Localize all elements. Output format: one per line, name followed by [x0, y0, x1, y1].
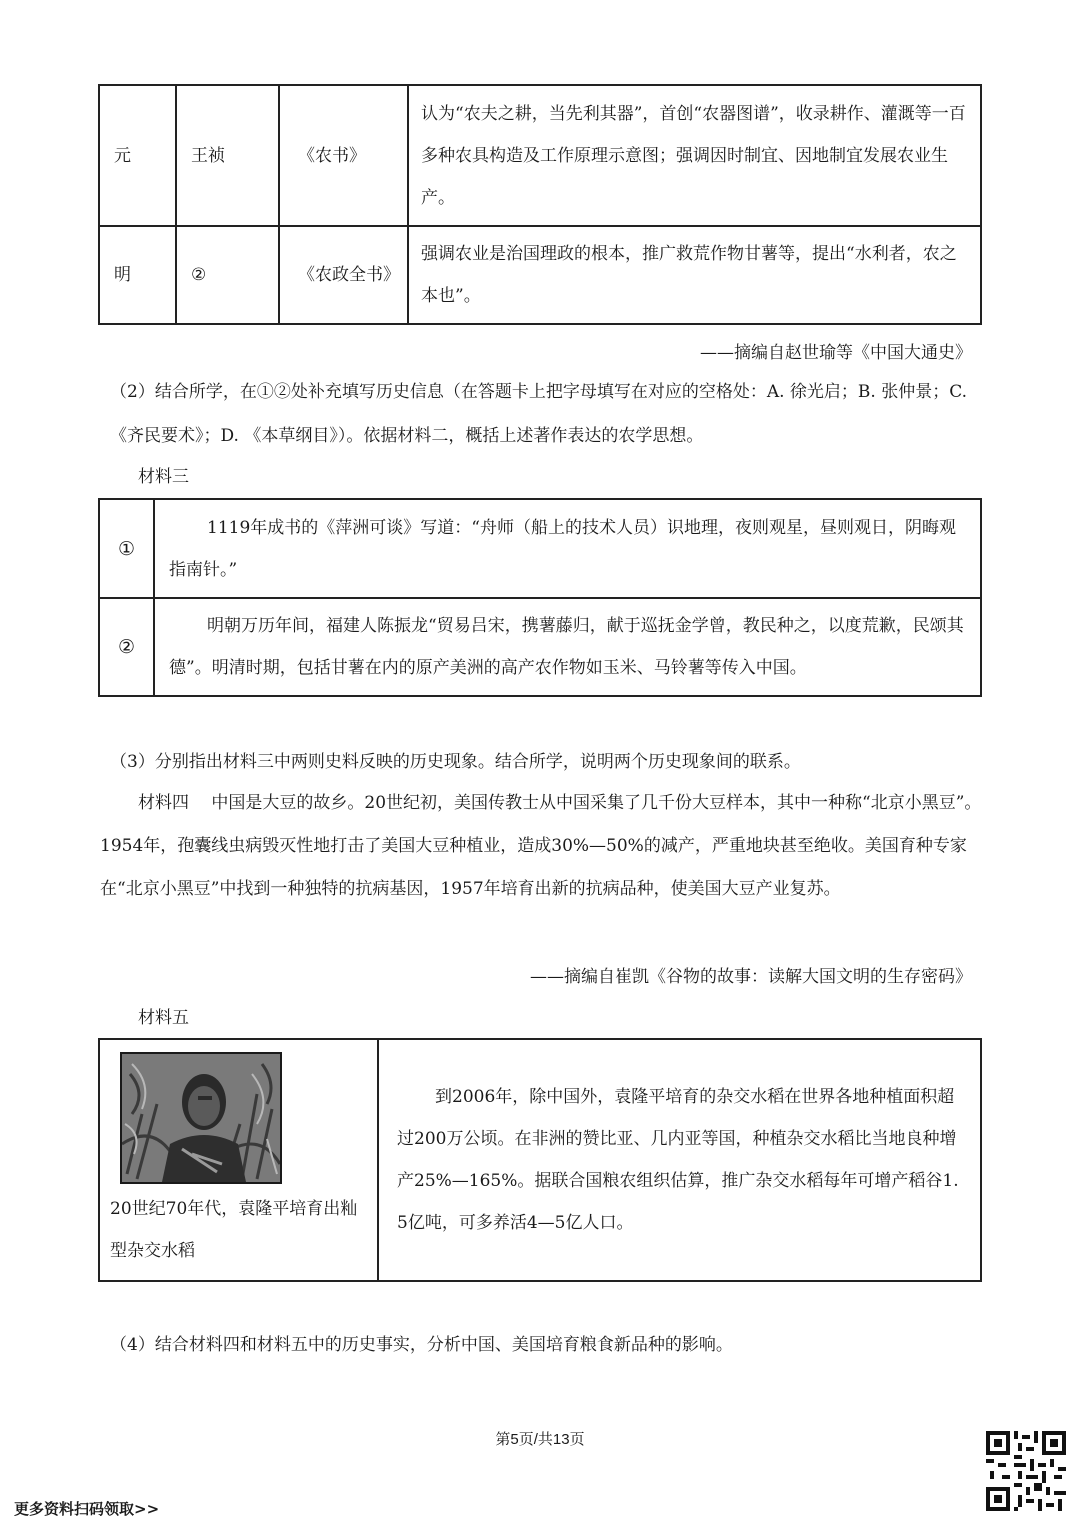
- material-4: 材料四 中国是大豆的故乡。20世纪初，美国传教士从中国采集了几千份大豆样本，其中一种称“北京小黑豆”。1954年，孢囊线虫病毁灭性地打击了美国大豆种植业，造成30%—50%的减产，严重地块甚至绝收。美国育种专家在“北京小黑豆”中找到一种独特的抗病基因，1957年培育出新的抗病品种，使美国大豆产业复苏。: [100, 793, 982, 899]
- photo-cell: [99, 1039, 378, 1281]
- content-cell: 认为“农夫之耕，当先利其器”，首创“农器图谱”，收录耕作、灌溉等一百多种农具构造及工作原理示意图；强调因时制宜、因地制宜发展农业生产。: [408, 85, 981, 226]
- material-5-table: [98, 1038, 982, 1282]
- author-cell: ②: [176, 226, 279, 324]
- material-5-text: 到2006年，除中国外，袁隆平培育的杂交水稻在世界各地种植面积超过200万公顷。在非洲的赞比亚、几内亚等国，种植杂交水稻比当地良种增产25%—165%。据联合国粮农组织估算，推广杂交水稻每年可增产稻谷1. 5亿吨，可多养活4—5亿人口。: [378, 1039, 981, 1281]
- question-2: （2）结合所学，在①②处补充填写历史信息（在答题卡上把字母填写在对应的空格处：A. 徐光启；B. 张仲景；C. 《齐民要术》；D. 《本草纲目》）。依据材料二，概括上述著作表达的农学思想。: [110, 382, 968, 446]
- material-4-source: ——摘编自崔凯《谷物的故事：读解大国文明的生存密码》: [530, 967, 972, 987]
- table1-source: ——摘编自赵世瑜等《中国大通史》: [700, 343, 972, 363]
- book-cell: 《农书》: [279, 85, 408, 226]
- table-row: [99, 499, 981, 598]
- page-number: 第5页/共13页: [495, 1431, 585, 1448]
- table-row: [99, 1039, 981, 1281]
- table-row: [99, 85, 981, 226]
- row-number: ②: [99, 598, 154, 696]
- photo-caption: 20世纪70年代，袁隆平培育出籼型杂交水稻: [110, 1199, 358, 1261]
- qr-code-icon[interactable]: [986, 1431, 1066, 1511]
- material-text: 1119年成书的《萍洲可谈》写道：“舟师（船上的技术人员）识地理，夜则观星，昼则观日，阴晦观指南针。”: [154, 499, 981, 598]
- dynasty-cell: 明: [99, 226, 176, 324]
- material-3-table: [98, 498, 982, 697]
- yuan-longping-photo: [120, 1052, 282, 1184]
- material-text: 明朝万历年间，福建人陈振龙“贸易吕宋，携薯藤归，献于巡抚金学曾，教民种之，以度荒歉，民颂其德”。明清时期，包括甘薯在内的原产美洲的高产农作物如玉米、马铃薯等传入中国。: [154, 598, 981, 696]
- more-resources-link[interactable]: 更多资料扫码领取>>: [14, 1500, 160, 1518]
- table-row: [99, 226, 981, 324]
- material-5-label: 材料五: [138, 1008, 189, 1028]
- agricultural-books-table: [98, 84, 982, 325]
- row-number: ①: [99, 499, 154, 598]
- material-3-label: 材料三: [138, 467, 189, 487]
- question-3: （3）分别指出材料三中两则史料反映的历史现象。结合所学，说明两个历史现象间的联系。: [110, 752, 801, 772]
- content-cell: 强调农业是治国理政的根本，推广救荒作物甘薯等，提出“水利者，农之本也”。: [408, 226, 981, 324]
- question-4: （4）结合材料四和材料五中的历史事实，分析中国、美国培育粮食新品种的影响。: [110, 1335, 733, 1355]
- table-row: [99, 598, 981, 696]
- dynasty-cell: 元: [99, 85, 176, 226]
- author-cell: 王祯: [176, 85, 279, 226]
- book-cell: 《农政全书》: [279, 226, 408, 324]
